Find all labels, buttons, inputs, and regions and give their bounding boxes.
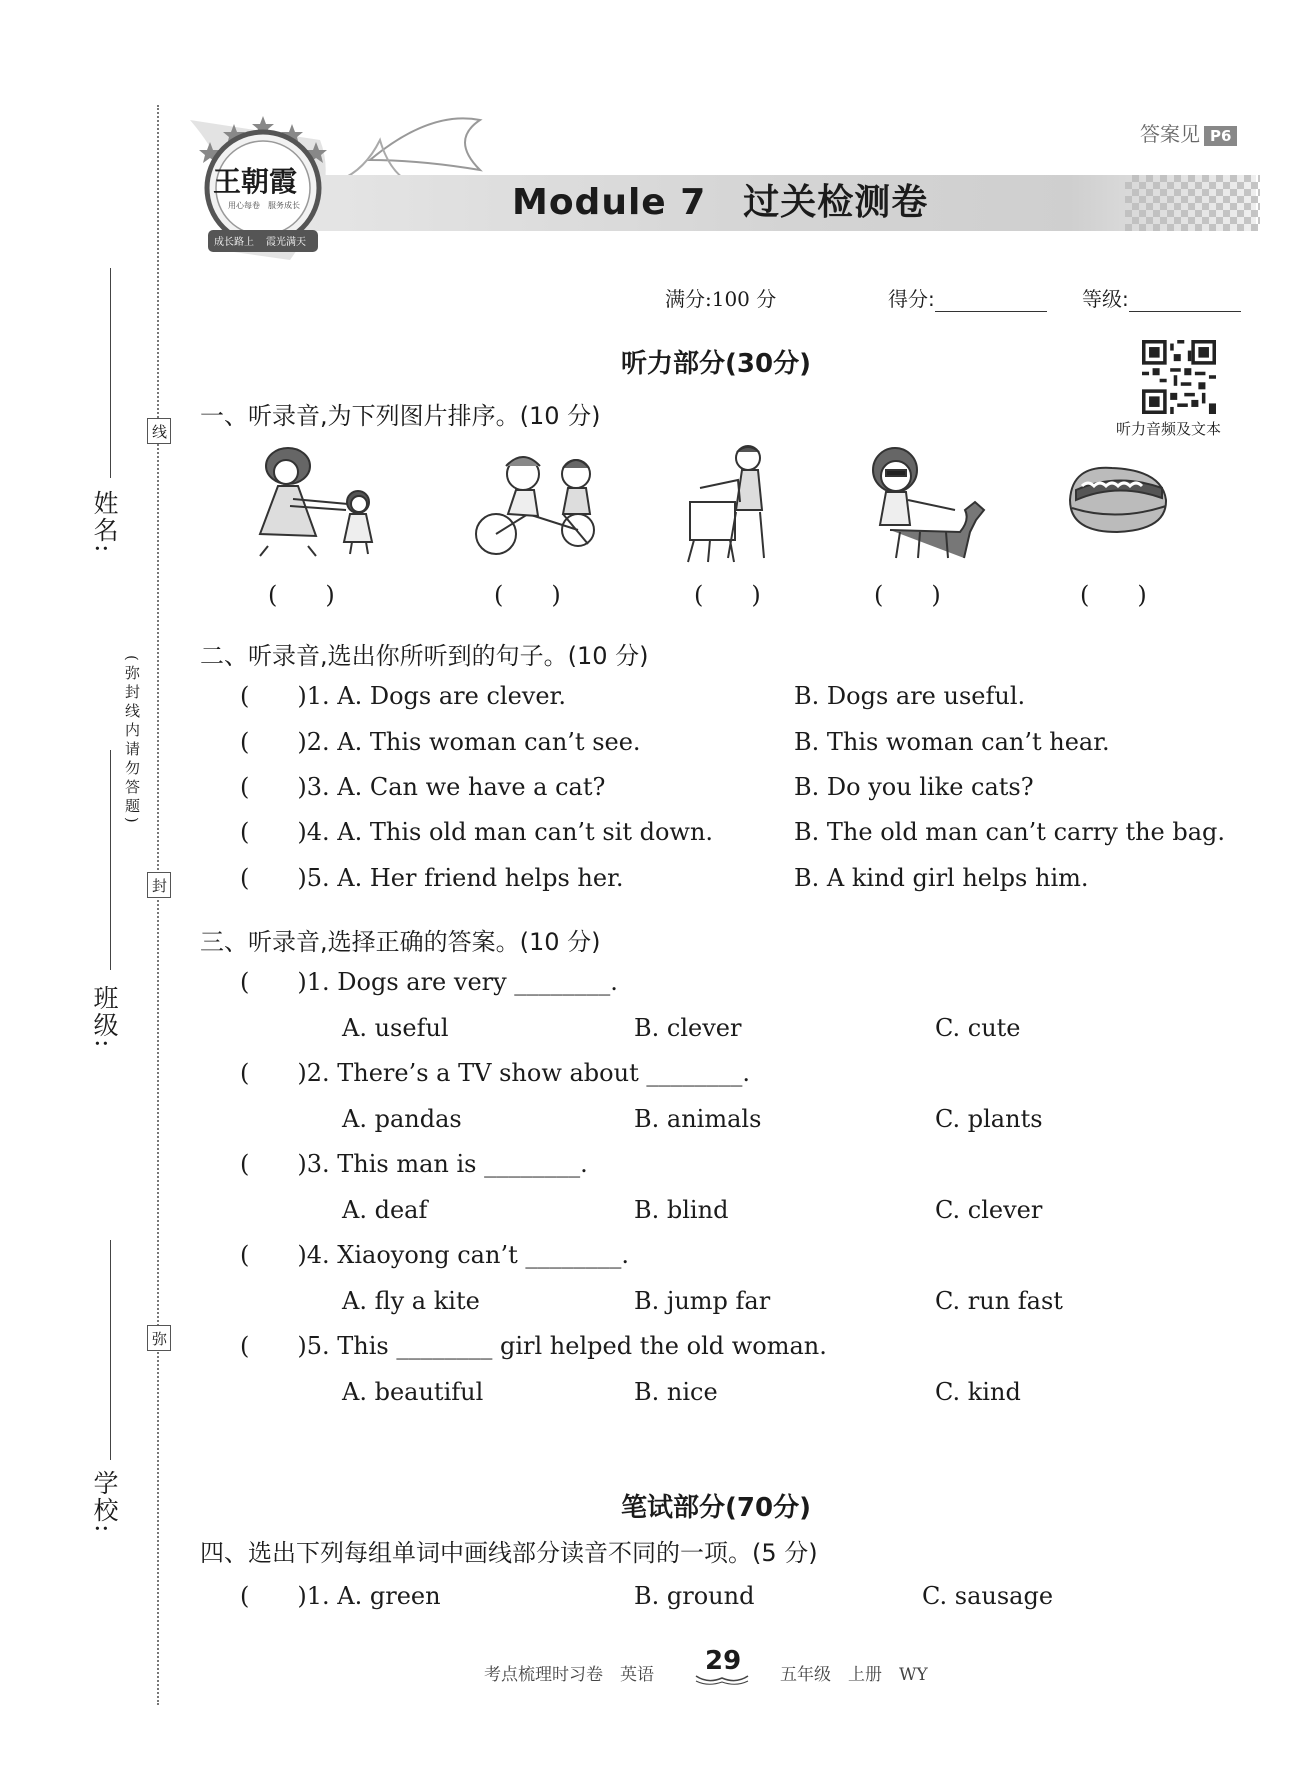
footer-right: 五年级 上册 WY — [780, 1665, 928, 1685]
part2-heading: 二、听录音,选出你所听到的句子。(10 分) — [200, 642, 649, 670]
part4-item-1: ( )1. A. green — [240, 1582, 441, 1610]
seal-mark-seal: 封 — [147, 872, 171, 898]
writing-section-title: 笔试部分(70分) — [621, 1493, 811, 1523]
part3-heading: 三、听录音,选择正确的答案。(10 分) — [200, 928, 601, 956]
part3-item-1-option-c: C. cute — [935, 1014, 1021, 1042]
part3-item-5-option-a: A. beautiful — [342, 1378, 484, 1406]
part3-item-3: ( )3. This man is ________. — [240, 1150, 588, 1178]
class-label: 班级: — [90, 985, 119, 1050]
binding-dotted-line — [157, 105, 159, 1705]
picture-answer-5[interactable]: ( ) — [1080, 581, 1147, 609]
name-underline — [110, 268, 111, 478]
part2-item-4: ( )4. A. This old man can’t sit down. — [240, 818, 714, 846]
part2-item-2: ( )2. A. This woman can’t see. — [240, 728, 641, 756]
picture-hot-dog — [1062, 450, 1172, 550]
page-number: 29 — [705, 1646, 742, 1676]
part2-item-5-option-b: B. A kind girl helps him. — [794, 864, 1089, 892]
part3-item-5: ( )5. This ________ girl helped the old woman. — [240, 1332, 827, 1360]
listening-section-title: 听力部分(30分) — [621, 349, 811, 379]
picture-answer-1[interactable]: ( ) — [268, 581, 335, 609]
picture-man-with-chair — [680, 440, 790, 565]
class-underline — [110, 750, 111, 970]
part2-item-3-option-b: B. Do you like cats? — [794, 773, 1034, 801]
part3-item-4: ( )4. Xiaoyong can’t ________. — [240, 1241, 629, 1269]
picture-girl-with-dog — [860, 440, 990, 565]
picture-answer-2[interactable]: ( ) — [494, 581, 561, 609]
part4-item-1-option-b: B. ground — [634, 1582, 755, 1610]
seal-mark-line: 线 — [147, 418, 171, 444]
score-label: 得分: — [888, 287, 935, 311]
part3-item-5-option-c: C. kind — [935, 1378, 1021, 1406]
picture-answer-4[interactable]: ( ) — [874, 581, 941, 609]
school-underline — [110, 1240, 111, 1460]
logo-text: 王朝霞 — [213, 165, 298, 198]
part2-item-5: ( )5. A. Her friend helps her. — [240, 864, 624, 892]
picture-woman-pulling-girl — [238, 444, 388, 564]
score-blank[interactable] — [935, 289, 1047, 312]
binding-notice: (弥封线内请勿答题) — [123, 655, 141, 827]
picture-boys-on-bicycle — [468, 444, 618, 564]
part1-heading: 一、听录音,为下列图片排序。(10 分) — [200, 402, 601, 430]
full-score: 满分:100 分 — [665, 287, 777, 311]
page-number-book-icon — [694, 1672, 750, 1686]
part3-item-2-option-a: A. pandas — [342, 1105, 462, 1133]
part3-item-3-option-a: A. deaf — [342, 1196, 428, 1224]
part3-item-2-option-b: B. animals — [634, 1105, 762, 1133]
part3-item-5-option-b: B. nice — [634, 1378, 718, 1406]
part3-item-1-option-b: B. clever — [634, 1014, 742, 1042]
qr-code-icon[interactable] — [1142, 340, 1216, 414]
part3-item-4-option-c: C. run fast — [935, 1287, 1063, 1315]
part3-item-2-option-c: C. plants — [935, 1105, 1043, 1133]
qr-caption: 听力音频及文本 — [1116, 420, 1222, 438]
answer-ref-page: P6 — [1204, 126, 1237, 146]
part3-item-1: ( )1. Dogs are very ________. — [240, 968, 618, 996]
part2-item-2-option-b: B. This woman can’t hear. — [794, 728, 1110, 756]
module-title: Module 7 过关检测卷 — [512, 182, 929, 223]
answer-ref-label: 答案见 — [1140, 122, 1200, 146]
part3-item-3-option-b: B. blind — [634, 1196, 729, 1224]
logo-slogan-left: 成长路上 — [214, 237, 254, 248]
grade-label: 等级: — [1082, 287, 1129, 311]
seal-mark-mi: 弥 — [147, 1325, 171, 1351]
part2-item-3: ( )3. A. Can we have a cat? — [240, 773, 606, 801]
grade-blank[interactable] — [1129, 289, 1241, 312]
part2-item-4-option-b: B. The old man can’t carry the bag. — [794, 818, 1226, 846]
grade-field — [1082, 283, 1241, 312]
part3-item-4-option-b: B. jump far — [634, 1287, 771, 1315]
footer-left: 考点梳理时习卷 英语 — [484, 1665, 654, 1685]
picture-answer-3[interactable]: ( ) — [694, 581, 761, 609]
school-label: 学校: — [90, 1470, 119, 1535]
banner-checker-pattern — [1125, 175, 1260, 231]
part3-item-4-option-a: A. fly a kite — [342, 1287, 480, 1315]
score-field — [888, 283, 1047, 312]
part3-item-1-option-a: A. useful — [342, 1014, 449, 1042]
part2-item-1: ( )1. A. Dogs are clever. — [240, 682, 567, 710]
part3-item-2: ( )2. There’s a TV show about ________. — [240, 1059, 750, 1087]
part3-item-3-option-c: C. clever — [935, 1196, 1043, 1224]
part4-heading: 四、选出下列每组单词中画线部分读音不同的一项。(5 分) — [200, 1539, 818, 1567]
logo-slogan-right: 霞光满天 — [266, 237, 306, 248]
answer-reference — [1140, 118, 1237, 147]
name-label: 姓名: — [90, 490, 119, 555]
part4-item-1-option-c: C. sausage — [922, 1582, 1054, 1610]
part2-item-1-option-b: B. Dogs are useful. — [794, 682, 1026, 710]
logo-tiny-text: 用心每卷 服务成长 — [228, 201, 300, 210]
